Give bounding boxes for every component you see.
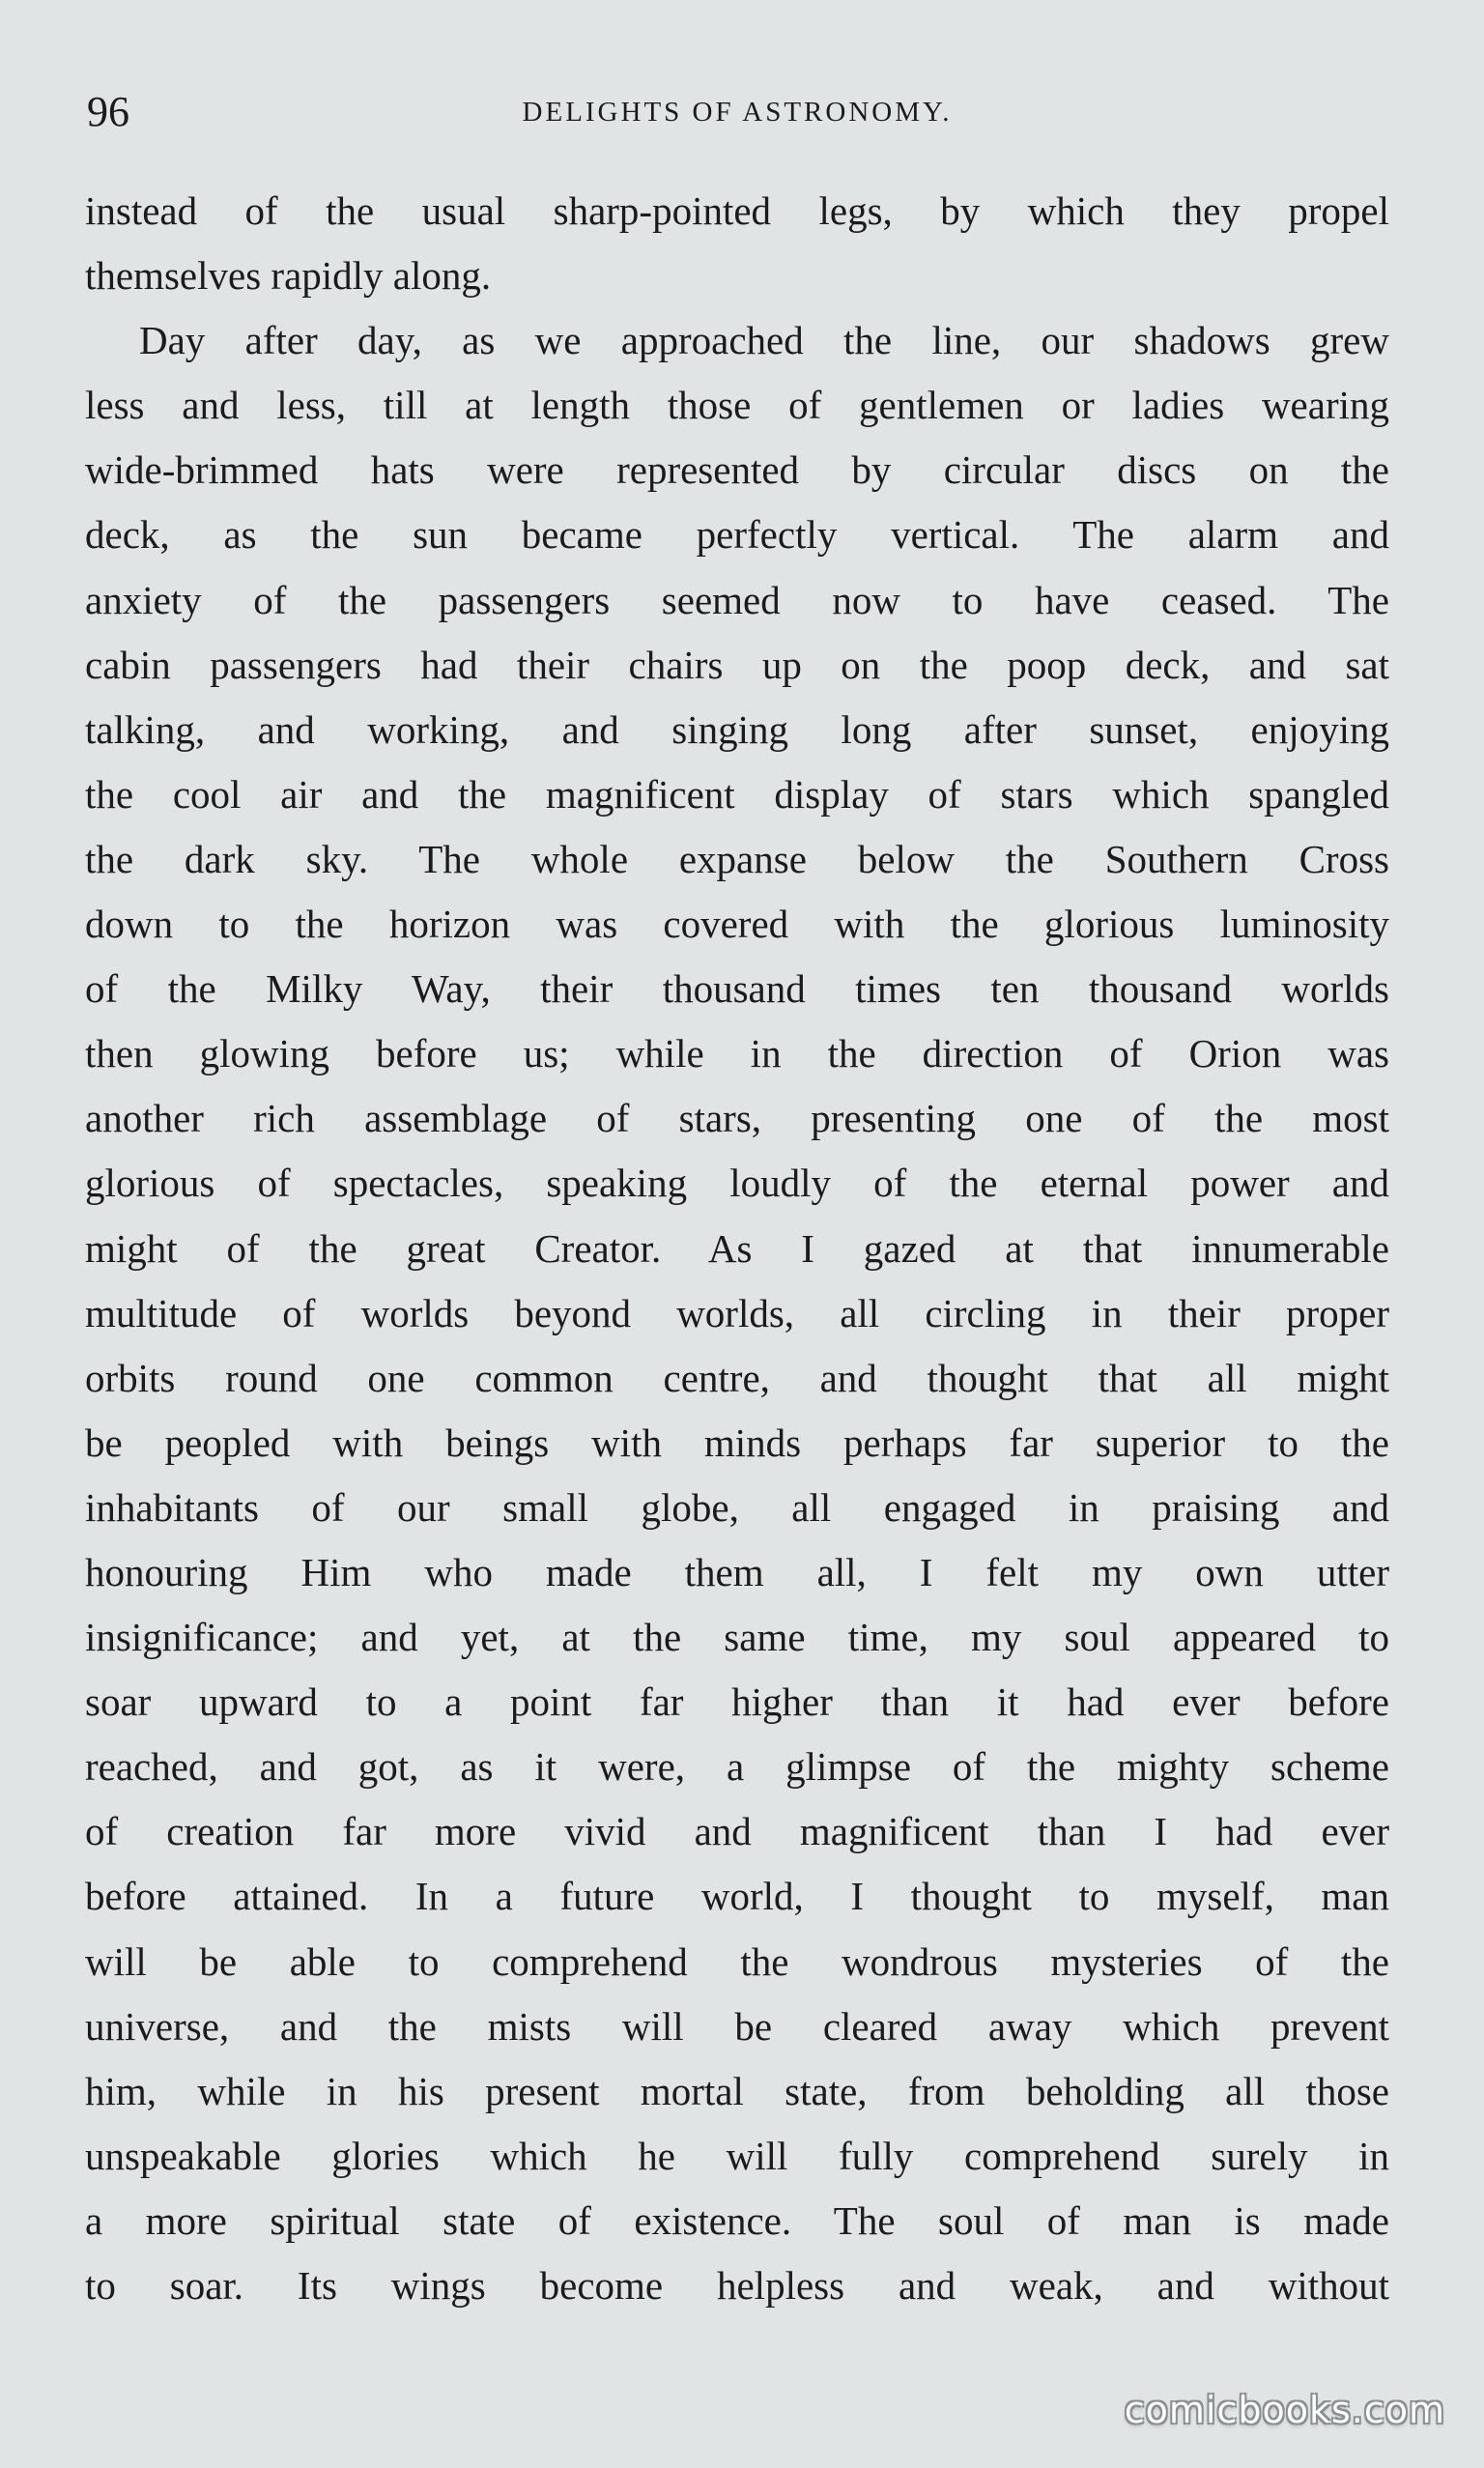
text-line: reached, and got, as it were, a glimpse of the mighty scheme — [85, 1744, 1389, 1790]
text-line: then glowing before us; while in the direction of Orion was — [85, 1031, 1389, 1076]
text-line: soar upward to a point far higher than it had ever before — [85, 1679, 1389, 1725]
text-line: down to the horizon was covered with the glorious luminosity — [85, 902, 1389, 947]
text-line: of the Milky Way, their thousand times ten thousand worlds — [85, 966, 1389, 1012]
body-text — [85, 179, 1389, 2318]
text-line: universe, and the mists will be cleared away which prevent — [85, 2003, 1389, 2049]
text-line: multitude of worlds beyond worlds, all circling in their proper — [85, 1290, 1389, 1335]
text-line: less and less, till at length those of gentlemen or ladies wearing — [85, 383, 1389, 428]
text-line: insignificance; and yet, at the same time, my soul appeared to — [85, 1615, 1389, 1660]
text-line: wide-brimmed hats were represented by circular discs on the — [85, 447, 1389, 493]
text-line: talking, and working, and singing long after sunset, enjoying — [85, 706, 1389, 752]
text-line: instead of the usual sharp-pointed legs, by which they propel — [85, 188, 1389, 233]
running-title: DELIGHTS OF ASTRONOMY. — [522, 97, 953, 128]
text-line: the cool air and the magnificent display of stars which spangled — [85, 771, 1389, 817]
text-line: a more spiritual state of existence. The soul of man is made — [85, 2197, 1389, 2243]
page-number: 96 — [87, 88, 129, 135]
text-line: will be able to comprehend the wondrous mysteries of the — [85, 1938, 1389, 1984]
text-line: deck, as the sun became perfectly vertical. The alarm and — [85, 512, 1389, 558]
text-line: before attained. In a future world, I thought to myself, man — [85, 1874, 1389, 1919]
text-line: cabin passengers had their chairs up on the poop deck, and sat — [85, 642, 1389, 687]
text-line: glorious of spectacles, speaking loudly of the eternal power and — [85, 1161, 1389, 1206]
watermark: comicbooks.com — [1124, 2389, 1445, 2431]
text-line: to soar. Its wings become helpless and weak, and without — [85, 2263, 1389, 2308]
text-line: orbits round one common centre, and thought that all might — [85, 1355, 1389, 1400]
text-line: the dark sky. The whole expanse below the Southern Cross — [85, 836, 1389, 881]
text-line: anxiety of the passengers seemed now to have ceased. The — [85, 577, 1389, 622]
text-line: him, while in his present mortal state, from beholding all those — [85, 2068, 1389, 2113]
text-line: unspeakable glories which he will fully comprehend surely in — [85, 2133, 1389, 2178]
page-header — [87, 83, 1387, 141]
text-line: Day after day, as we approached the line, our shadows grew — [139, 318, 1389, 363]
text-line: of creation far more vivid and magnificent than I had ever — [85, 1809, 1389, 1854]
text-line: honouring Him who made them all, I felt my own utter — [85, 1549, 1389, 1594]
text-line: inhabitants of our small globe, all engaged in praising and — [85, 1484, 1389, 1530]
text-line: themselves rapidly along. — [85, 253, 492, 299]
text-line: another rich assemblage of stars, presenting one of the most — [85, 1096, 1389, 1141]
text-line: might of the great Creator. As I gazed at that innumerable — [85, 1225, 1389, 1271]
text-line: be peopled with beings with minds perhaps far superior to the — [85, 1420, 1389, 1465]
